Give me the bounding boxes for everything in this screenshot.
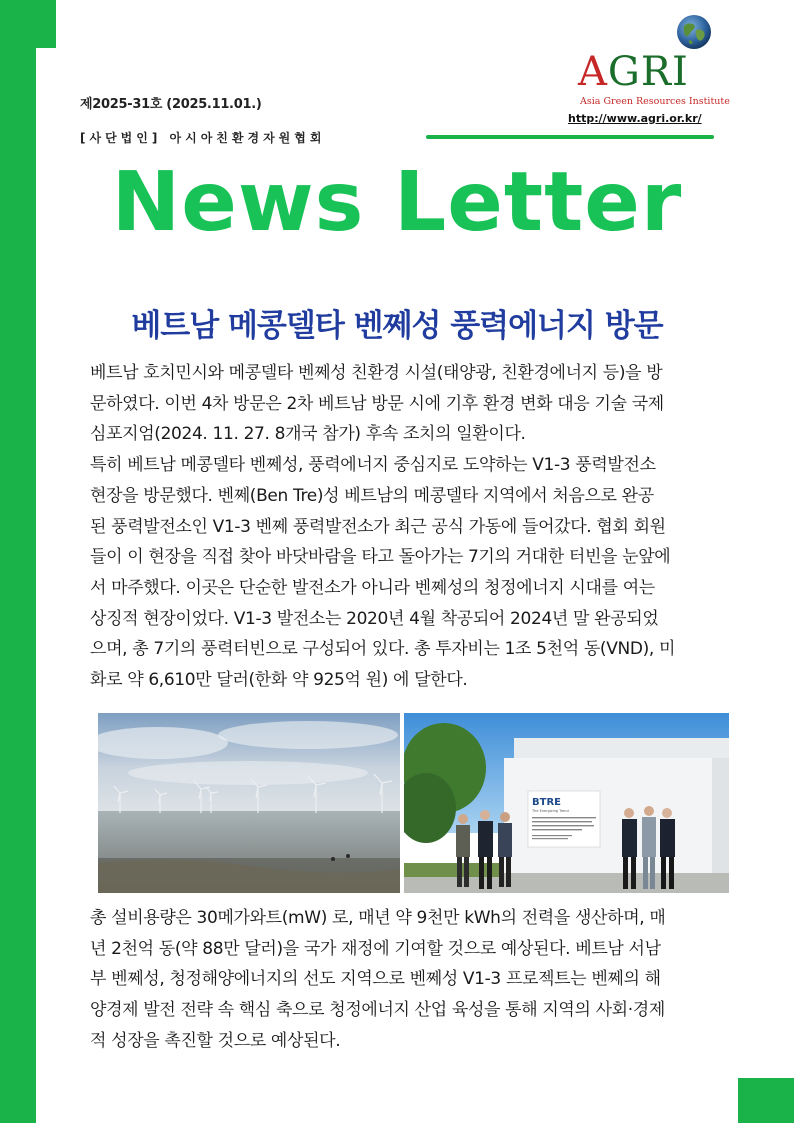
globe-icon	[676, 14, 712, 50]
text-line: 상징적 현장이었다. V1-3 발전소는 2020년 4월 착공되어 2024년 말 완공되었	[90, 608, 659, 629]
logo-wordmark: AGRI	[578, 49, 689, 95]
text-line: 으며, 총 7기의 풍력터빈으로 구성되어 있다. 총 투자비는 1조 5천억 동(VND), 미	[90, 639, 676, 660]
sign-tagline: The Energizing Trend	[532, 809, 569, 813]
text-line: 서 마주했다. 이곳은 단순한 발전소가 아니라 벤쩨성의 청정에너지 시대를 여는	[90, 577, 655, 598]
newsletter-title: News Letter	[111, 155, 683, 250]
text-line: 년 2천억 동(약 88만 달러)을 국가 재정에 기여할 것으로 예상된다. 베트남 서남	[90, 938, 661, 959]
header-divider	[426, 135, 714, 139]
text-line: 된 풍력발전소인 V1-3 벤쩨 풍력발전소가 최근 공식 가동에 들어갔다. 협회 회원	[90, 516, 666, 537]
text-line: 부 벤쩨성, 청정해양에너지의 선도 지역으로 벤쩨성 V1-3 프로젝트는 벤쩨의 해	[90, 969, 661, 990]
website-link[interactable]: http://www.agri.or.kr/	[568, 112, 702, 125]
text-line: 들이 이 현장을 직접 찾아 바닷바람을 타고 돌아가는 7기의 거대한 터빈을 눈앞에	[90, 547, 671, 568]
top-accent-block	[36, 0, 56, 48]
wind-farm-photo	[98, 713, 400, 893]
text-line: 화로 약 6,610만 달러(한화 약 925억 원) 에 달한다.	[90, 670, 468, 691]
text-line: 현장을 방문했다. 벤쩨(Ben Tre)성 베트남의 메콩델타 지역에서 처음으로 완공	[90, 485, 654, 506]
bottom-accent-block	[738, 1078, 794, 1123]
article-paragraph-2	[90, 903, 742, 1057]
text-line: 특히 베트남 메콩델타 벤쩨성, 풍력에너지 중심지로 도약하는 V1-3 풍력발전소	[90, 455, 656, 476]
organization-name: [사단법인] 아시아친환경자원협회	[80, 131, 326, 145]
text-line: 적 성장을 촉진할 것으로 예상된다.	[90, 1030, 341, 1051]
text-line: 심포지엄(2024. 11. 27. 8개국 참가) 후속 조치의 일환이다.	[90, 424, 526, 445]
sign-brand: BTRE	[532, 797, 561, 808]
logo-subtitle: Asia Green Resources Institute	[580, 96, 730, 107]
article-paragraph-1	[90, 358, 742, 696]
text-line: 베트남 호치민시와 메콩델타 벤쩨성 친환경 시설(태양광, 친환경에너지 등)을 방	[90, 363, 663, 383]
text-line: 양경제 발전 전략 속 핵심 축으로 청정에너지 산업 육성을 통해 지역의 사회·경제	[90, 1000, 665, 1021]
article-headline: 베트남 메콩델타 벤쩨성 풍력에너지 방문	[131, 308, 663, 344]
text-line: 총 설비용량은 30메가와트(mW) 로, 매년 약 9천만 kWh의 전력을 생산하며, 매	[90, 908, 666, 928]
text-line: 문하였다. 이번 4차 방문은 2차 베트남 방문 시에 기후 환경 변화 대응 기술 국제	[90, 393, 664, 414]
issue-number: 제2025-31호 (2025.11.01.)	[80, 97, 262, 112]
power-station-group-photo	[404, 713, 729, 893]
